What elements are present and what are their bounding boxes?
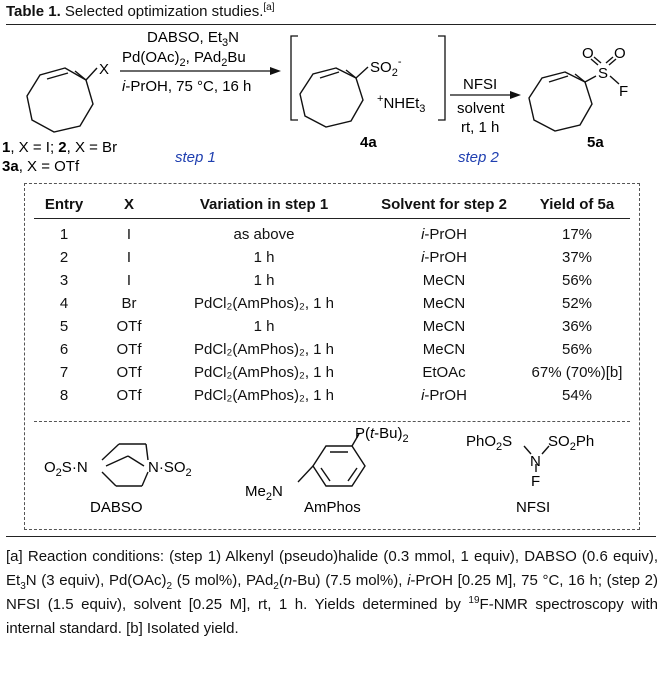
amphos-name: AmPhos [304, 499, 361, 516]
cell-yield: 36% [561, 318, 593, 335]
cell-yield: 56% [561, 272, 593, 289]
cell-variation: 1 h [253, 318, 275, 335]
cell-solvent: i-PrOH [421, 387, 467, 404]
product-label: 5a [587, 134, 604, 151]
cell-yield: 17% [561, 226, 593, 243]
top-rule [6, 24, 656, 25]
table-row [34, 246, 630, 269]
nfsi-nitrogen: N [530, 453, 541, 470]
reagent-structures [24, 424, 640, 528]
step2-arrowhead [510, 91, 521, 99]
header-variation: Variation in step 1 [199, 195, 329, 213]
reactant-label-line1: 1, X = I; 2, X = Br [2, 139, 118, 156]
cell-solvent: MeCN [422, 318, 466, 335]
footnote-b-tag: [b] [126, 620, 143, 637]
dabso-right-group: $N\cdot SO_2$ [148, 459, 192, 479]
step2-conditions: rt, 1 h [461, 119, 500, 136]
cell-yield: 67% (70%)[b] [531, 364, 623, 381]
cell-variation: PdCl₂(AmPhos)₂, 1 h [193, 341, 335, 358]
header-entry: Entry [44, 195, 84, 213]
table-footnotes: [a] Reaction conditions: (step 1) Alkenyl (pseudo)halide (0.3 mmol, 1 equiv), DABSO (0.6 equiv), $Et_3N$ (3 equiv), $Pd(OAc)_2$ (5 mol%), PAd$_2$(n-Bu) (7.5 mol%), i-PrOH [0.25 M], 75 °C, 16 h; (step 2) NFSI (1.5 equiv), solvent [0.25 M], rt, 1 h. Yields determined by $^{19}$F-NMR spectroscopy with internal standard. [b] Isolated yield. [6, 548, 659, 637]
reagent-divider [34, 421, 630, 422]
cell-x: I [126, 226, 132, 243]
dabso-left-group: $O_2S\cdot N$ [44, 459, 88, 479]
cell-solvent: i-PrOH [421, 249, 467, 266]
step1-reagent-line1: DABSO, $Et_3N$ [147, 29, 239, 49]
cell-variation: 1 h [253, 249, 275, 266]
nfsi-fluorine: F [531, 473, 541, 490]
cell-solvent: i-PrOH [421, 226, 467, 243]
bottom-rule [6, 536, 656, 537]
cell-solvent: MeCN [422, 272, 466, 289]
product-sulfur: S [598, 65, 609, 82]
table-row [34, 269, 630, 292]
cell-entry: 7 [59, 364, 69, 381]
caption-label: Table 1. [6, 3, 61, 20]
cell-x: Br [121, 295, 137, 312]
cell-solvent: MeCN [422, 341, 466, 358]
cell-variation: as above [233, 226, 295, 243]
cell-entry: 2 [59, 249, 69, 266]
table-row [34, 219, 630, 247]
header-x: X [123, 195, 134, 213]
step2-solvent: solvent [457, 100, 505, 117]
intermediate-label: 4a [360, 134, 377, 151]
cell-variation: PdCl₂(AmPhos)₂, 1 h [193, 364, 335, 381]
cell-x: OTf [116, 364, 142, 381]
reactant-structure [27, 68, 97, 132]
header-yield: Yield of 5a [539, 195, 615, 213]
cell-variation: PdCl₂(AmPhos)₂, 1 h [193, 387, 335, 404]
intermediate-sulfinate: $SO_2^-$ [370, 56, 402, 79]
cell-x: I [126, 272, 132, 289]
cell-x: I [126, 249, 132, 266]
table-row [34, 315, 630, 338]
cell-entry: 8 [59, 387, 69, 404]
product-oxygen-2: O [614, 45, 626, 62]
reactant-substituent: X [99, 61, 110, 78]
cell-solvent: EtOAc [422, 364, 466, 381]
dabso-name: DABSO [90, 499, 143, 516]
step1-arrowhead [270, 67, 281, 75]
product-oxygen-1: O [582, 45, 594, 62]
optimization-table [34, 190, 630, 407]
product-fluorine: F [619, 83, 629, 100]
table-row [34, 292, 630, 315]
nfsi-name: NFSI [516, 499, 551, 516]
table-row [34, 361, 630, 384]
reactant-label-line2: 3a, X = OTf [2, 158, 80, 175]
cell-yield: 54% [561, 387, 593, 404]
header-solvent: Solvent for step 2 [381, 195, 507, 213]
cell-solvent: MeCN [422, 295, 466, 312]
step1-conditions: i-PrOH, 75 °C, 16 h [122, 78, 252, 95]
cell-entry: 1 [59, 226, 69, 243]
intermediate-cation: +NHEt$_3$ [377, 93, 426, 115]
step2-reagent: NFSI [463, 76, 498, 93]
step1-label: step 1 [175, 149, 216, 166]
intermediate-structure [300, 67, 368, 127]
cell-x: OTf [116, 318, 142, 335]
cell-entry: 3 [59, 272, 69, 289]
cell-entry: 4 [59, 295, 69, 312]
cell-yield: 52% [561, 295, 593, 312]
amphos-amine: $Me_2N$ [245, 483, 283, 503]
caption-text: Selected optimization studies. [64, 3, 264, 20]
cell-x: OTf [116, 341, 142, 358]
table-row [34, 338, 630, 361]
cell-entry: 6 [59, 341, 69, 358]
step2-label: step 2 [458, 149, 499, 166]
footnote-a-tag: [a] [6, 548, 23, 565]
dabso-cage [102, 444, 148, 486]
cell-x: OTf [116, 387, 142, 404]
amphos-phosphine: $P(t-Bu)_2$ [355, 425, 409, 445]
nfsi-left-group: PhO$_2$S [466, 433, 513, 453]
table-header-row [34, 190, 630, 219]
cell-yield: 56% [561, 341, 593, 358]
cell-variation: 1 h [253, 272, 275, 289]
table-row [34, 384, 630, 407]
cell-entry: 5 [59, 318, 69, 335]
caption-note-ref: [a] [263, 2, 275, 13]
nfsi-right-group: $SO_2Ph$ [548, 433, 595, 453]
step1-reagent-line2: $Pd(OAc)_2$, PAd$_2$Bu [122, 49, 246, 69]
cell-variation: PdCl₂(AmPhos)₂, 1 h [193, 295, 335, 312]
reaction-scheme [0, 28, 662, 178]
table-caption [6, 3, 275, 20]
cell-yield: 37% [561, 249, 593, 266]
